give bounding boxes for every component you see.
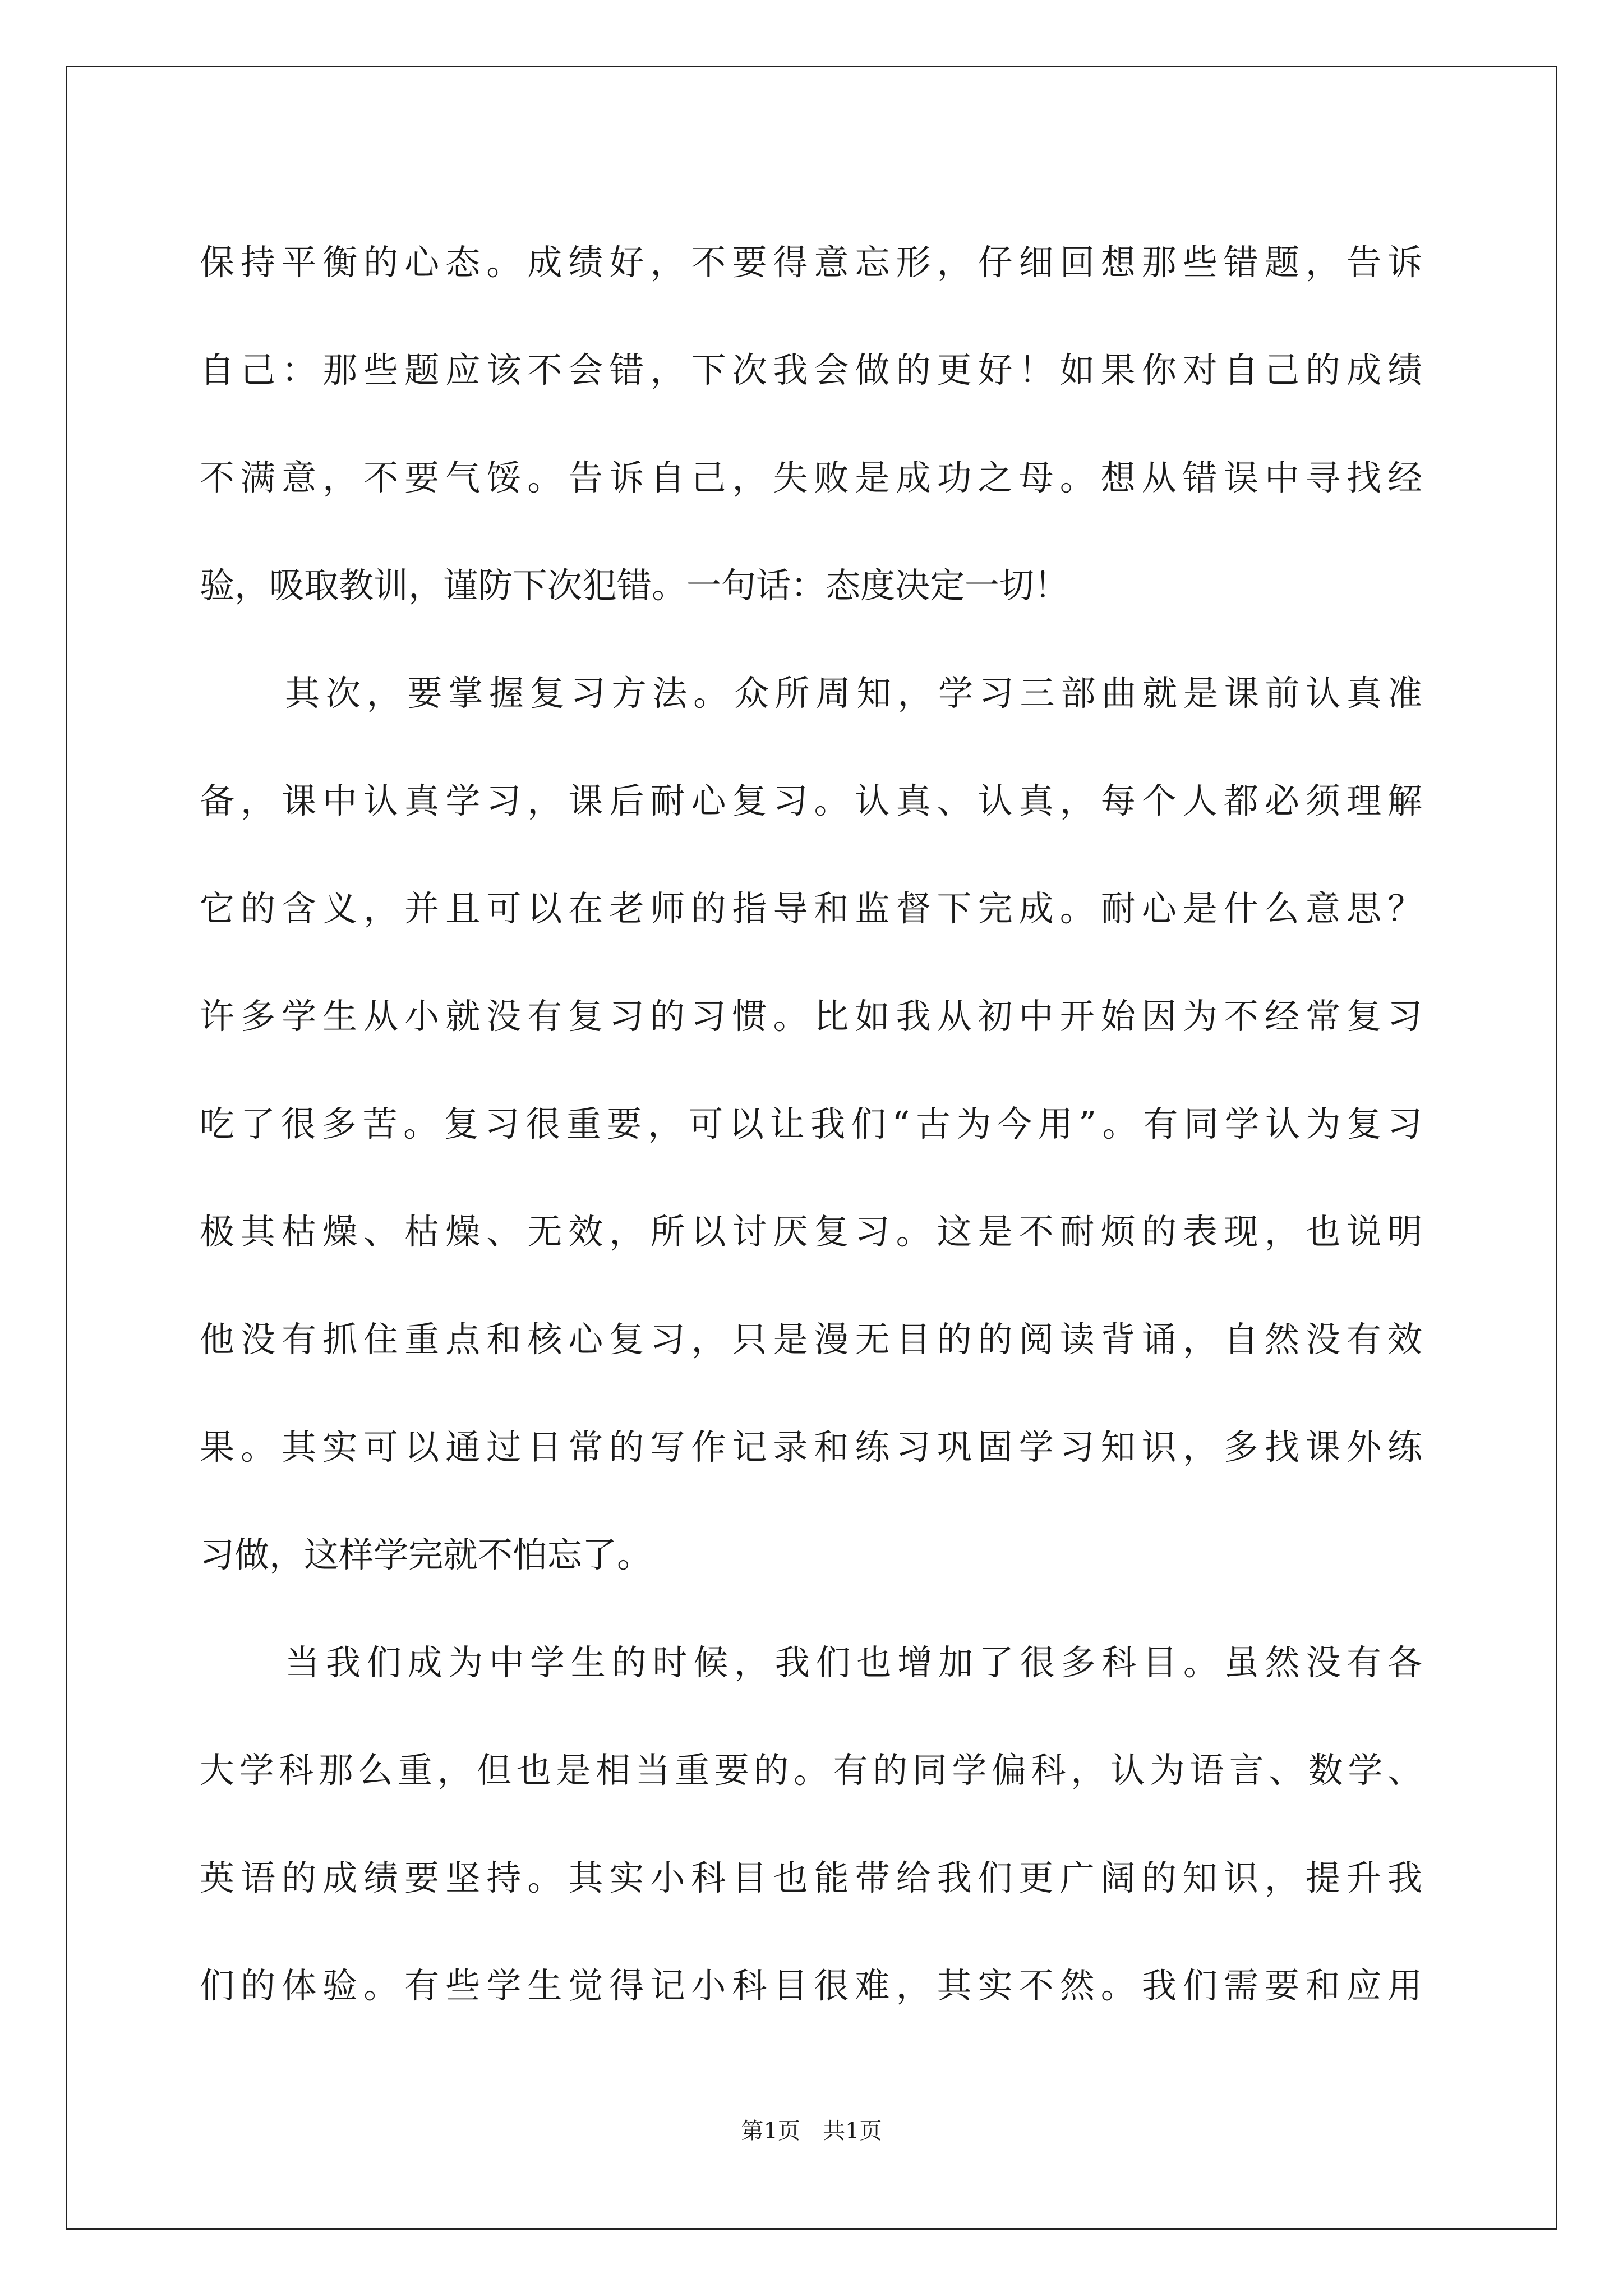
paragraph-3 bbox=[200, 1609, 1422, 2040]
page-footer bbox=[0, 2117, 1623, 2145]
paragraph-2 bbox=[200, 639, 1422, 1609]
text-line: 它的含义，并且可以在老师的指导和监督下完成。耐心是什么意思？ bbox=[200, 888, 1422, 929]
document-body bbox=[200, 209, 1422, 2040]
text-line: 备，课中认真学习，课后耐心复习。认真、认真，每个人都必须理解 bbox=[200, 780, 1422, 821]
text-line: 保持平衡的心态。成绩好，不要得意忘形，仔细回想那些错题，告诉 bbox=[200, 242, 1422, 283]
page-number: 第1页 bbox=[741, 2118, 800, 2144]
paragraph-1 bbox=[200, 209, 1422, 639]
text-line: 许多学生从小就没有复习的习惯。比如我从初中开始因为不经常复习 bbox=[200, 996, 1422, 1037]
text-line: 自己：那些题应该不会错，下次我会做的更好！如果你对自己的成绩 bbox=[200, 349, 1422, 390]
text-line: 当我们成为中学生的时候，我们也增加了很多科目。虽然没有各 bbox=[285, 1642, 1422, 1683]
text-line: 吃了很多苦。复习很重要，可以让我们“古为今用”。有同学认为复习 bbox=[200, 1103, 1422, 1144]
text-line: 极其枯燥、枯燥、无效，所以讨厌复习。这是不耐烦的表现，也说明 bbox=[200, 1211, 1422, 1252]
text-line: 其次，要掌握复习方法。众所周知，学习三部曲就是课前认真准 bbox=[285, 673, 1422, 714]
text-line: 验，吸取教训，谨防下次犯错。一句话：态度决定一切！ bbox=[200, 565, 1069, 606]
text-line: 大学科那么重，但也是相当重要的。有的同学偏科，认为语言、数学、 bbox=[200, 1750, 1422, 1791]
text-line: 习做，这样学完就不怕忘了。 bbox=[200, 1534, 652, 1575]
text-line: 不满意，不要气馁。告诉自己，失败是成功之母。想从错误中寻找经 bbox=[200, 457, 1422, 498]
text-line: 他没有抓住重点和核心复习，只是漫无目的的阅读背诵，自然没有效 bbox=[200, 1319, 1422, 1360]
text-line: 们的体验。有些学生觉得记小科目很难，其实不然。我们需要和应用 bbox=[200, 1965, 1422, 2006]
page-total: 共1页 bbox=[823, 2118, 882, 2144]
text-line: 果。其实可以通过日常的写作记录和练习巩固学习知识，多找课外练 bbox=[200, 1427, 1422, 1467]
text-line: 英语的成绩要坚持。其实小科目也能带给我们更广阔的知识，提升我 bbox=[200, 1857, 1422, 1898]
